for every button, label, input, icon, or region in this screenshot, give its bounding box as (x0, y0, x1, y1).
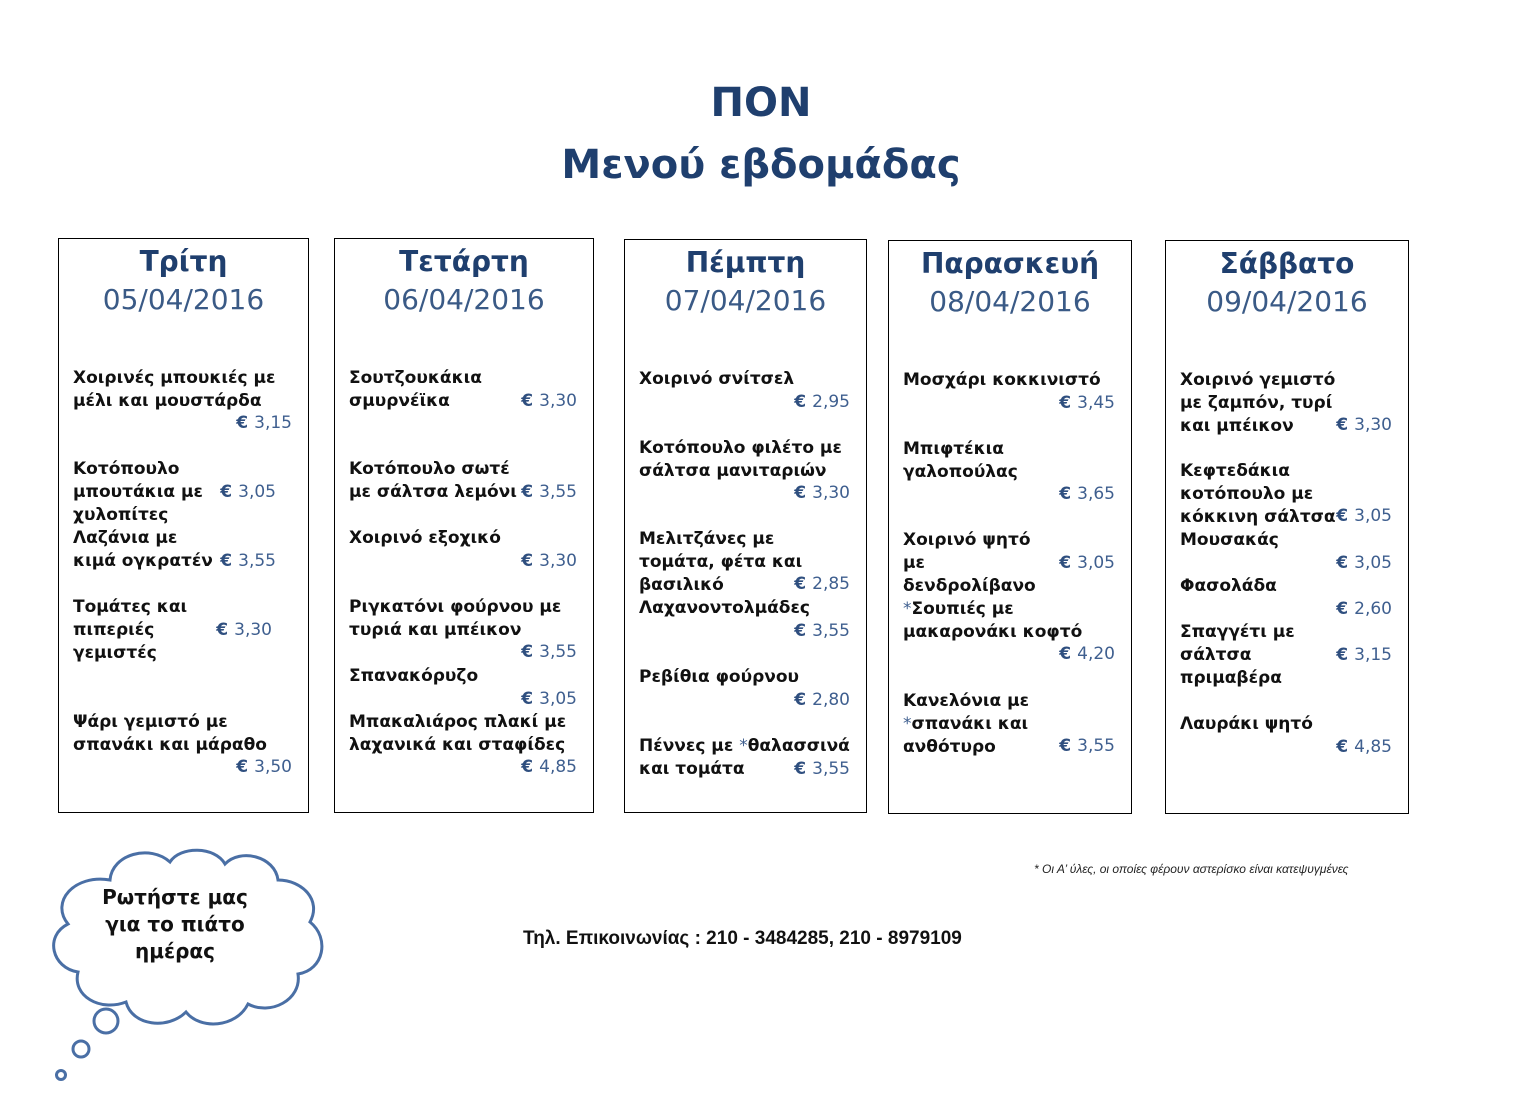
dish-name: Κεφτεδάκια κοτόπουλο με κόκκινη σάλτσα (1180, 461, 1336, 527)
dish-name: Κοτόπουλο φιλέτο με σάλτσα μανιταριών (639, 438, 842, 481)
dish-name: Κοτόπουλο μπουτάκια με χυλοπίτες (73, 459, 203, 525)
dish-price: € 3,55 (1059, 736, 1115, 756)
day-column-tuesday (58, 238, 309, 813)
day-name: Σάββατο (1219, 247, 1355, 280)
menu-item (73, 458, 292, 527)
dish-price: € 3,05 (521, 689, 577, 709)
euro-symbol: € (220, 482, 233, 502)
page-subtitle: Μενού εβδομάδας (561, 142, 961, 188)
menu-item (1180, 369, 1392, 438)
dish-price: € 3,55 (521, 642, 577, 662)
dish-price: € 3,05 (1059, 553, 1115, 573)
euro-symbol: € (1336, 737, 1349, 757)
menu-item (903, 598, 1115, 664)
dish-price: € 3,05 (220, 482, 276, 502)
dish-name: Κοτόπουλο σωτέ με σάλτσα λεμόνι (349, 459, 517, 502)
menu-item (349, 596, 577, 662)
day-column-wednesday (334, 238, 594, 813)
frozen-asterisk: * (903, 714, 912, 734)
menu-item (639, 437, 850, 503)
dish-price: € 2,85 (794, 574, 850, 594)
dish-name: Μπακαλιάρος πλακί με λαχανικά και σταφίδες (349, 712, 567, 755)
euro-symbol: € (794, 759, 807, 779)
dish-price: € 3,15 (236, 413, 292, 433)
dish-price: € 4,85 (521, 757, 577, 777)
day-column-saturday (1165, 240, 1409, 814)
dish-price: € 3,30 (216, 620, 272, 640)
dish-price: € 3,65 (1059, 484, 1115, 504)
menu-item (73, 527, 292, 573)
dish-name: Ρεβίθια φούρνου (639, 667, 799, 687)
thought-cloud (40, 840, 340, 1090)
dish-price: € 3,55 (794, 759, 850, 779)
dish-price: € 2,95 (794, 392, 850, 412)
euro-symbol: € (1336, 506, 1349, 526)
euro-symbol: € (794, 690, 807, 710)
dish-name: Φασολάδα (1180, 576, 1277, 596)
day-name: Τετάρτη (399, 245, 529, 278)
menu-item (639, 528, 850, 597)
euro-symbol: € (236, 413, 249, 433)
day-name: Τρίτη (139, 245, 228, 278)
dish-price: € 3,45 (1059, 393, 1115, 413)
euro-symbol: € (1336, 553, 1349, 573)
menu-item (903, 438, 1115, 504)
dish-price: € 3,30 (521, 391, 577, 411)
euro-symbol: € (794, 621, 807, 641)
menu-item (1180, 713, 1392, 757)
day-date: 09/04/2016 (1206, 285, 1368, 318)
day-column-thursday (624, 239, 867, 813)
euro-symbol: € (1059, 736, 1072, 756)
dish-name: Μελιτζάνες με τομάτα, φέτα και βασιλικό (639, 529, 803, 595)
dish-price: € 3,55 (220, 551, 276, 571)
contact-phones: Τηλ. Επικοινωνίας : 210 - 3484285, 210 - 8979109 (523, 928, 962, 949)
euro-symbol: € (1059, 393, 1072, 413)
day-date: 07/04/2016 (664, 284, 827, 317)
day-date: 05/04/2016 (102, 283, 265, 316)
euro-symbol: € (236, 757, 249, 777)
euro-symbol: € (794, 574, 807, 594)
dish-name: Σπανακόρυζο (349, 666, 479, 686)
frozen-asterisk: * (739, 736, 748, 756)
euro-symbol: € (521, 482, 534, 502)
menu-item (639, 735, 850, 781)
dish-name: Σουτζουκάκια σμυρνέϊκα (349, 368, 482, 411)
dish-name: Μοσχάρι κοκκινιστό (903, 370, 1101, 390)
menu-item (349, 711, 577, 777)
dish-price: € 3,30 (1336, 415, 1392, 435)
dish-name: Μπιφτέκια γαλοπούλας (903, 439, 1018, 482)
dish-price: € 4,20 (1059, 644, 1115, 664)
dish-price: € 2,80 (794, 690, 850, 710)
dish-price: € 3,30 (794, 483, 850, 503)
euro-symbol: € (1059, 644, 1072, 664)
dish-price: € 4,85 (1336, 737, 1392, 757)
euro-symbol: € (794, 392, 807, 412)
dish-name: Χοιρινές μπουκιές με μέλι και μουστάρδα (73, 368, 276, 411)
dish-name: Τομάτες και πιπεριές γεμιστές (73, 597, 188, 663)
dish-price: € 3,05 (1336, 506, 1392, 526)
euro-symbol: € (794, 483, 807, 503)
dish-name: Πέννες με *θαλασσινά και τομάτα (639, 736, 850, 779)
frozen-asterisk: * (903, 599, 912, 619)
dish-price: € 3,30 (521, 551, 577, 571)
euro-symbol: € (521, 551, 534, 571)
day-name: Πέμπτη (685, 246, 806, 279)
dish-name: Κανελόνια με *σπανάκι και ανθότυρο (903, 691, 1030, 757)
euro-symbol: € (521, 642, 534, 662)
dish-name: Σπαγγέτι με σάλτσα πριμαβέρα (1180, 622, 1295, 688)
dish-name: Χοιρινό σνίτσελ (639, 369, 795, 389)
dish-price: € 3,50 (236, 757, 292, 777)
frozen-footnote: * Οι Α’ ύλες, οι οποίες φέρουν αστερίσκο είναι κατεψυγμένες (1034, 862, 1349, 876)
euro-symbol: € (1336, 415, 1349, 435)
euro-symbol: € (216, 620, 229, 640)
menu-item (349, 458, 577, 504)
euro-symbol: € (521, 689, 534, 709)
day-column-friday (888, 240, 1132, 814)
menu-item (1180, 621, 1392, 690)
page-title: ΠΟΝ (710, 80, 812, 126)
euro-symbol: € (220, 551, 233, 571)
dish-price: € 3,55 (521, 482, 577, 502)
menu-item (349, 367, 577, 413)
menu-item (639, 368, 850, 412)
euro-symbol: € (1336, 599, 1349, 619)
day-date: 06/04/2016 (383, 283, 545, 316)
dish-name: Λαζάνια με κιμά ογκρατέν (73, 528, 213, 571)
euro-symbol: € (1059, 484, 1072, 504)
cloud-message: Ρωτήστε μας για το πιάτο ημέρας (102, 885, 248, 963)
dish-name: Λαυράκι ψητό (1180, 714, 1313, 734)
euro-symbol: € (1059, 553, 1072, 573)
menu-item (73, 711, 292, 777)
menu-item (73, 367, 292, 435)
dish-name: Χοιρινό ψητό με δενδρολίβανο (903, 530, 1036, 596)
menu-item (1180, 460, 1392, 529)
day-name: Παρασκευή (920, 247, 1100, 280)
menu-item (1180, 575, 1392, 619)
thought-cloud-icon (40, 840, 340, 1090)
dish-price: € 3,05 (1336, 553, 1392, 573)
menu-item (349, 665, 577, 709)
menu-item (639, 597, 850, 641)
dish-price: € 3,55 (794, 621, 850, 641)
euro-symbol: € (521, 757, 534, 777)
day-date: 08/04/2016 (929, 285, 1091, 318)
menu-item (903, 529, 1115, 598)
dish-name: Χοιρινό εξοχικό (349, 528, 501, 548)
menu-item (73, 596, 292, 665)
dish-price: € 3,15 (1336, 645, 1392, 665)
dish-name: Χοιρινό γεμιστό με ζαμπόν, τυρί και μπέικον (1180, 370, 1336, 436)
dish-name: *Σουπιές με μακαρονάκι κοφτό (903, 599, 1083, 642)
dish-name: Μουσακάς (1180, 530, 1279, 550)
euro-symbol: € (1336, 645, 1349, 665)
dish-price: € 2,60 (1336, 599, 1392, 619)
menu-item (349, 527, 577, 571)
menu-item (903, 690, 1115, 759)
menu-item (1180, 529, 1392, 573)
menu-item (639, 666, 850, 710)
menu-item (903, 369, 1115, 413)
dish-name: Λαχανοντολμάδες (639, 598, 811, 618)
dish-name: Ψάρι γεμιστό με σπανάκι και μάραθο (73, 712, 267, 755)
dish-name: Ριγκατόνι φούρνου με τυριά και μπέικον (349, 597, 562, 640)
euro-symbol: € (521, 391, 534, 411)
